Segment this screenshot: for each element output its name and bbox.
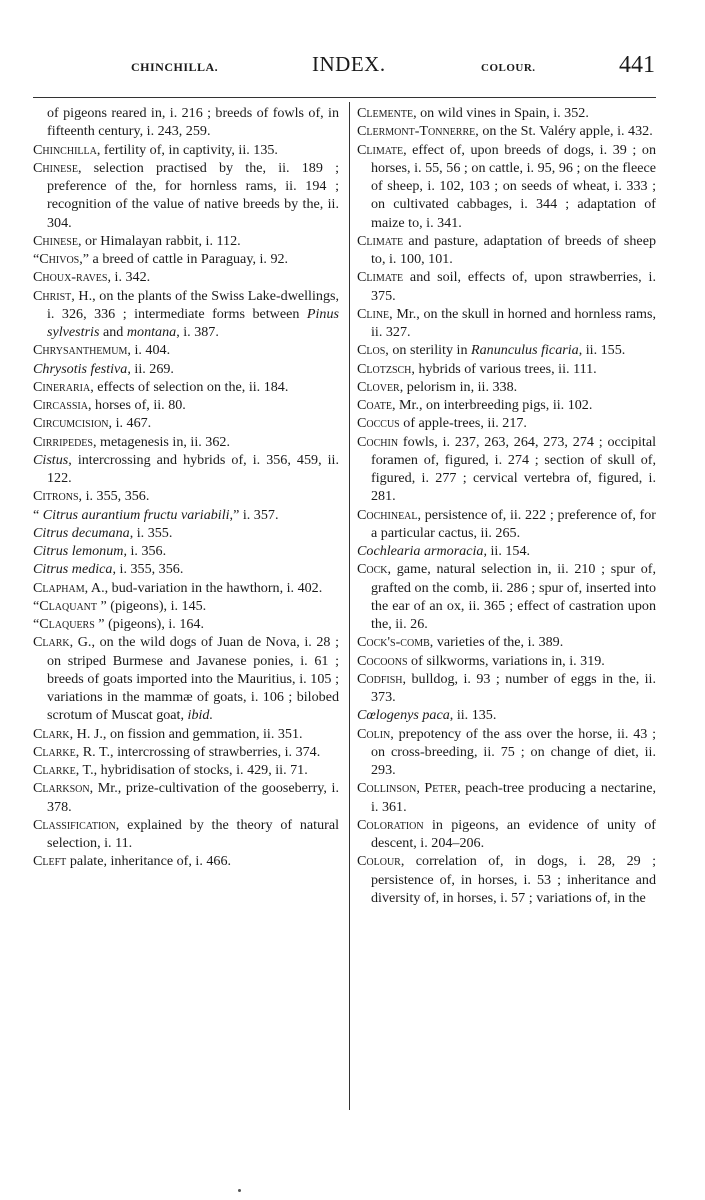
entry-italic-term: Cistus (33, 451, 69, 468)
index-entry (33, 761, 339, 779)
index-entry (357, 633, 656, 651)
entry-text: , peach-tree producing a nectarine, i. 361. (371, 780, 656, 815)
entry-text: , Mr., on interbreeding pigs, ii. 102. (391, 397, 593, 413)
entry-italic-term: Citrus decumana (33, 524, 130, 541)
index-entry (357, 360, 656, 378)
entry-headword: Climate (357, 232, 404, 249)
index-entry (33, 560, 339, 578)
entry-text: palate, inheritance of, i. 466. (66, 853, 232, 870)
index-entry (357, 305, 656, 342)
index-entry (33, 250, 339, 268)
entry-text: , horses of, ii. 80. (87, 397, 186, 413)
entry-text: , selection practised by the, ii. 189 ; preference of the, for hornless rams, ii. 194 ; recognition of the value of native breeds by the, ii. 304. (47, 159, 339, 231)
entry-text: fowls, i. 237, 263, 264, 273, 274 ; occipital foramen of, figured, i. 274 ; section of skull of, figured, i. 277 ; cervical vertebra of, figured, i. 281. (371, 433, 656, 505)
entry-text: , (416, 780, 425, 797)
entry-headword: Coate (357, 397, 392, 413)
entry-text: , G., on the wild dogs of Juan de Nova, i. 28 ; on striped Burmese and Javanese ponies, i. 61 ; breeds of goats imported into the Mauritius, i. 105 ; variations in the mammæ of goats, i. 106 ; bilobed scrotum of Muscat goat, (47, 634, 339, 724)
index-entry (357, 506, 656, 543)
index-entry (357, 141, 656, 232)
entry-text: , or Himalayan rabbit, i. 112. (77, 232, 241, 249)
entry-text: , i. 404. (127, 342, 171, 359)
index-entry (357, 542, 656, 560)
header-last-entry: COLOUR. (481, 62, 536, 74)
entry-text: , prepotency of the ass over the horse, ii. 43 ; on cross-breeding, ii. 75 ; on change of diet, ii. 293. (371, 725, 656, 778)
entry-text: of silkworms, variations in, i. 319. (407, 652, 605, 669)
entry-headword: Claquant (39, 597, 97, 614)
entry-headword: Circumcision (33, 415, 109, 432)
entry-text: , effect of, upon breeds of dogs, i. 39 ; on horses, i. 55, 56 ; on cattle, i. 95, 96 ; on the fleece of sheep, i. 102, 103 ; on seeds of wheat, i. 333 ; on cultivated cabbages, i. 344 ; adaptation of maize to, i. 341. (371, 141, 656, 231)
entry-text: , i. 387. (176, 324, 219, 340)
entry-text: , H. J., on fission and gemmation, ii. 351. (69, 725, 303, 742)
index-entry (33, 159, 339, 232)
index-entry (33, 816, 339, 853)
index-entry (33, 396, 339, 414)
entry-headword: Clover (357, 378, 400, 395)
index-entry (357, 706, 656, 724)
entry-text: of apple-trees, ii. 217. (399, 415, 527, 432)
index-entry (357, 378, 656, 396)
index-entry (357, 779, 656, 816)
entry-headword: Coloration (357, 816, 424, 833)
index-entry (33, 779, 339, 816)
entry-text: , on the St. Valéry apple, i. 432. (475, 123, 653, 140)
entry-headword: Cock (357, 561, 388, 578)
entry-headword: Cochin (357, 433, 399, 450)
index-entry (357, 268, 656, 305)
index-entry (357, 652, 656, 670)
index-entry (33, 524, 339, 542)
entry-headword: Chinese (33, 232, 78, 249)
entry-text: “ (33, 597, 40, 614)
entry-italic-term: Pinus sylvestris (47, 305, 339, 340)
entry-headword: Claquers (39, 616, 95, 632)
entry-italic-term: montana (126, 324, 177, 340)
index-entry (33, 141, 339, 159)
entry-italic-term: Cœlogenys paca (357, 707, 450, 724)
index-entry (33, 378, 339, 396)
entry-headword: Codfish (357, 670, 403, 687)
index-entry (357, 232, 656, 269)
entry-text: , effects of selection on the, ii. 184. (90, 378, 289, 395)
entry-text: , ii. 155. (578, 342, 626, 359)
entry-italic-term: Citrus medica (33, 561, 113, 578)
entry-text: , H., on the plants of the Swiss Lake-dwellings, i. 326, 336 ; intermediate forms between (47, 287, 339, 322)
entry-headword: Climate (357, 269, 404, 286)
index-entry (33, 597, 339, 615)
entry-italic-term: Citrus aurantium fructu variabili (42, 506, 230, 523)
entry-headword: Coccus (357, 415, 400, 432)
entry-text: , R. T., intercrossing of strawberries, i. 374. (75, 743, 321, 760)
entry-headword: Collinson (357, 780, 417, 797)
index-entry (33, 506, 339, 524)
index-entry (33, 542, 339, 560)
entry-headword: Clemente (357, 105, 414, 121)
entry-text: , ii. 154. (483, 543, 531, 559)
entry-headword: Cline (357, 305, 390, 322)
entry-text: and (99, 324, 127, 340)
entry-headword: Clotzsch (357, 360, 412, 377)
entry-text: , Mr., prize-cultivation of the gooseberry, i. 378. (47, 780, 339, 815)
entry-italic-term: Chrysotis festiva (33, 360, 128, 377)
entry-headword: Christ (33, 287, 72, 304)
entry-headword: Chinchilla (33, 141, 97, 158)
entry-text: , pelorism in, ii. 338. (399, 378, 518, 395)
entry-text: , i. 356. (123, 543, 167, 559)
entry-headword: Clarke (33, 762, 76, 778)
index-entry (33, 633, 339, 724)
entry-text: , T., hybridisation of stocks, i. 429, ii. 71. (75, 762, 308, 778)
print-speck (238, 1189, 241, 1192)
entry-headword: Cock's-comb (357, 634, 430, 651)
entry-headword: Clarkson (33, 780, 90, 797)
entry-headword: Cleft (33, 853, 67, 870)
entry-text: , ii. 135. (449, 707, 497, 724)
index-entry (33, 341, 339, 359)
entry-text: , fertility of, in captivity, ii. 135. (96, 141, 278, 158)
entry-headword: Colin (357, 725, 391, 742)
entry-text: , game, natural selection in, ii. 210 ; spur of, grafted on the comb, ii. 286 ; spur of, inserted into the ear of an ox, ii. 365 ; effect of castration upon the, ii. 26. (371, 561, 656, 632)
header-first-entry: CHINCHILLA. (131, 60, 219, 74)
entry-text: ,” a breed of cattle in Paraguay, i. 92. (79, 251, 289, 267)
index-entry (33, 232, 339, 250)
entry-text: , i. 355, 356. (112, 561, 184, 578)
entry-text: “ (33, 506, 43, 523)
entry-text: , on sterility in (385, 342, 472, 359)
index-entry-continued (33, 104, 339, 141)
index-entry (357, 725, 656, 780)
index-entry (33, 852, 339, 870)
index-entry (357, 104, 656, 122)
entry-italic-term: Cochlearia armoracia (357, 543, 484, 559)
entry-text: ” (pigeons), i. 145. (97, 597, 207, 614)
index-entry (357, 122, 656, 140)
entry-headword: Clark (33, 725, 70, 742)
entry-italic-term: Citrus lemonum (33, 543, 124, 559)
index-entry (33, 287, 339, 342)
index-entry (33, 451, 339, 488)
entry-text: , Mr., on the skull in horned and hornless rams, ii. 327. (371, 305, 656, 340)
index-entry (357, 341, 656, 359)
index-entry (357, 670, 656, 707)
entry-text: “ (33, 251, 40, 267)
entry-text: , i. 467. (108, 415, 152, 432)
header-rule (33, 97, 656, 98)
running-header (0, 52, 705, 92)
entry-text: , A., bud-variation in the hawthorn, i. 402. (84, 579, 323, 596)
index-entry (33, 579, 339, 597)
column-divider (349, 102, 350, 1110)
entry-text: , on wild vines in Spain, i. 352. (413, 105, 589, 121)
index-entry (33, 433, 339, 451)
entry-headword: Climate (357, 141, 404, 158)
entry-italic-term: ibid. (187, 707, 213, 724)
entry-text: ,” i. 357. (229, 506, 279, 523)
entry-text: , correlation of, in dogs, i. 28, 29 ; persistence of, in horses, i. 53 ; inheritance and diversity of, in horses, i. 57 ; variations of, in the (371, 853, 656, 906)
header-title: INDEX. (312, 52, 386, 76)
entry-headword: Cirripedes (33, 433, 93, 450)
entry-text: “ (33, 616, 40, 632)
index-entry (33, 725, 339, 743)
entry-headword: Clark (33, 634, 70, 651)
index-column-left (33, 104, 339, 871)
entry-headword: Clapham (33, 579, 85, 596)
entry-headword: Cochineal (357, 506, 418, 523)
entry-text: in pigeons, an evidence of unity of descent, i. 204–206. (371, 816, 656, 851)
index-entry (33, 487, 339, 505)
entry-headword: Cineraria (33, 378, 91, 395)
entry-headword: Clos (357, 342, 386, 359)
entry-text: of pigeons reared in, i. 216 ; breeds of fowls of, in fifteenth century, i. 243, 259. (47, 105, 339, 140)
index-entry (357, 560, 656, 633)
index-entry (33, 268, 339, 286)
page-number: 441 (619, 52, 655, 78)
entry-text: , explained by the theory of natural selection, i. 11. (47, 816, 339, 851)
entry-headword: Chinese (33, 159, 78, 176)
entry-headword: Citrons (33, 488, 79, 505)
entry-headword: Colour (357, 853, 401, 870)
entry-text: , i. 342. (107, 269, 151, 286)
entry-text: , intercrossing and hybrids of, i. 356, 459, ii. 122. (47, 451, 339, 486)
entry-text: , bulldog, i. 93 ; number of eggs in the, ii. 373. (371, 670, 656, 705)
index-entry (357, 852, 656, 907)
entry-headword: Peter (424, 780, 458, 797)
index-entry (33, 743, 339, 761)
index-entry (33, 615, 339, 633)
entry-text: and pasture, adaptation of breeds of sheep to, i. 100, 101. (371, 232, 656, 267)
entry-text: , ii. 269. (127, 360, 174, 377)
index-entry (357, 396, 656, 414)
index-column-right (357, 104, 656, 907)
entry-text: , hybrids of various trees, ii. 111. (411, 360, 597, 377)
index-entry (33, 360, 339, 378)
entry-headword: Chivos (39, 251, 80, 267)
entry-headword: Circassia (33, 397, 88, 413)
entry-headword: Clarke (33, 743, 76, 760)
index-entry (357, 414, 656, 432)
entry-headword: Chrysanthemum (33, 342, 128, 359)
entry-text: , persistence of, ii. 222 ; preference of, for a particular cactus, ii. 265. (371, 506, 656, 541)
entry-text: , metagenesis in, ii. 362. (92, 433, 230, 450)
index-entry (33, 414, 339, 432)
index-entry (357, 433, 656, 506)
entry-text: , i. 355, 356. (78, 488, 150, 505)
entry-italic-term: Ranunculus ficaria (471, 342, 579, 359)
entry-headword: Classification (33, 816, 116, 833)
entry-text: and soil, effects of, upon strawberries, i. 375. (371, 269, 656, 304)
entry-text: , varieties of the, i. 389. (429, 634, 564, 651)
entry-text: ” (pigeons), i. 164. (94, 616, 204, 632)
entry-headword: Clermont-Tonnerre (357, 123, 476, 140)
entry-text: , i. 355. (129, 524, 173, 541)
entry-headword: Choux-raves (33, 269, 108, 286)
entry-headword: Cocoons (357, 652, 408, 669)
index-entry (357, 816, 656, 853)
